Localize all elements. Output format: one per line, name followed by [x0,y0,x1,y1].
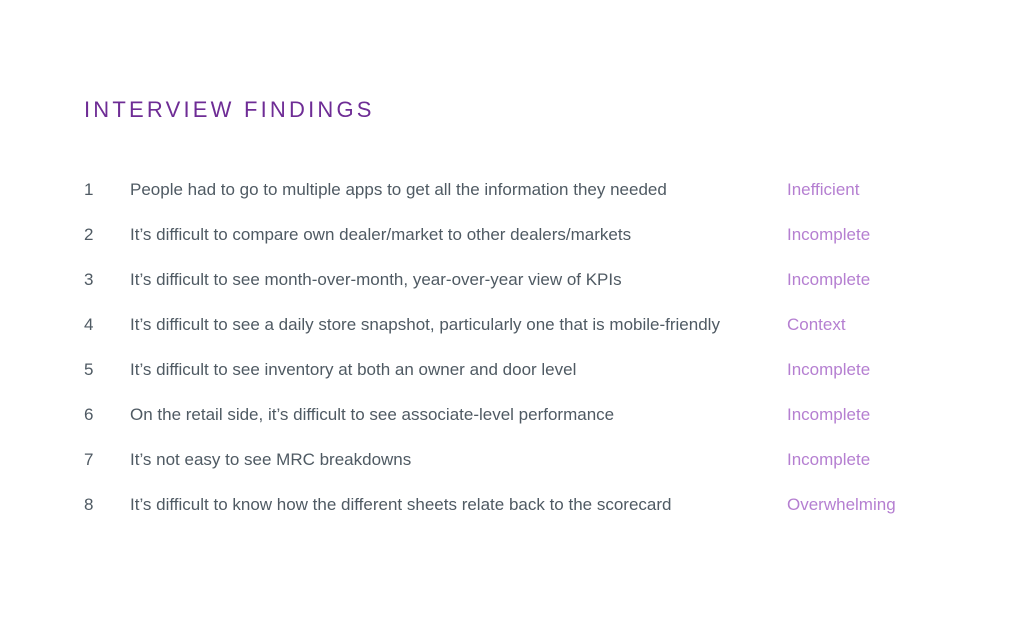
finding-tag: Inefficient [787,180,860,199]
finding-text: People had to go to multiple apps to get all the information they needed [130,180,667,199]
finding-number: 5 [84,360,94,379]
finding-tag: Incomplete [787,225,871,244]
finding-tag: Incomplete [787,360,871,379]
finding-tag: Overwhelming [787,495,896,514]
finding-text: It’s difficult to see inventory at both an owner and door level [130,360,577,379]
finding-number: 2 [84,225,94,244]
finding-number: 3 [84,270,94,289]
findings-list [84,175,964,535]
finding-row-8 [84,490,964,535]
finding-row-6 [84,400,964,445]
finding-row-4 [84,310,964,355]
finding-tag: Incomplete [787,270,871,289]
finding-row-7 [84,445,964,490]
finding-row-5 [84,355,964,400]
finding-text: It’s difficult to compare own dealer/market to other dealers/markets [130,225,632,244]
finding-text: It’s not easy to see MRC breakdowns [130,450,412,469]
finding-number: 6 [84,405,94,424]
finding-number: 8 [84,495,94,514]
page-title: INTERVIEW FINDINGS [84,97,375,122]
finding-text: It’s difficult to see a daily store snapshot, particularly one that is mobile-friendly [130,315,720,334]
finding-row-2 [84,220,964,265]
finding-tag: Context [787,315,846,334]
finding-number: 4 [84,315,94,334]
finding-tag: Incomplete [787,450,871,469]
finding-text: It’s difficult to know how the different sheets relate back to the scorecard [130,495,672,514]
finding-number: 7 [84,450,94,469]
finding-number: 1 [84,180,94,199]
finding-row-3 [84,265,964,310]
finding-text: It’s difficult to see month-over-month, year-over-year view of KPIs [130,270,622,289]
finding-tag: Incomplete [787,405,871,424]
finding-row-1 [84,175,964,220]
finding-text: On the retail side, it’s difficult to see associate-level performance [130,405,615,424]
